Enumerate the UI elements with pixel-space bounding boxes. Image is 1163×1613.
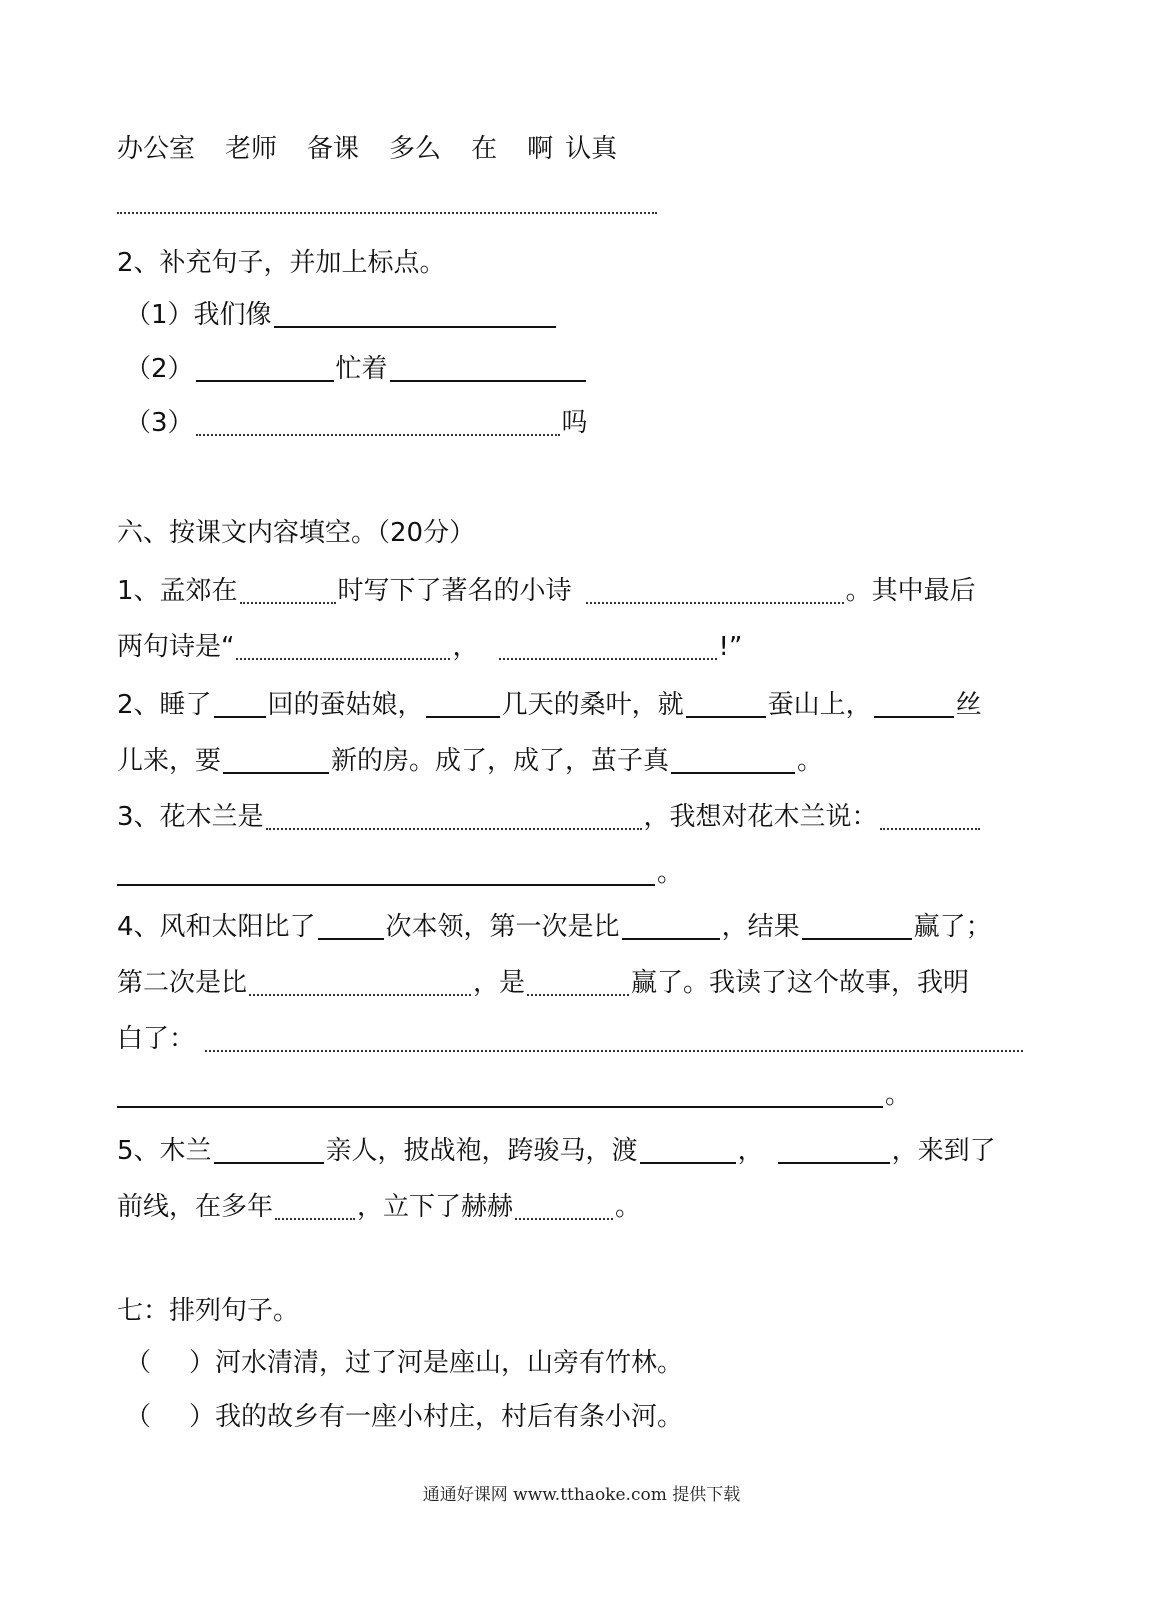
q2-title xyxy=(117,246,446,280)
s6-q4-line4 xyxy=(117,1078,911,1112)
section-6-title-text: 六、按课文内容填空。（20分） xyxy=(117,518,476,548)
q2-item-2 xyxy=(125,352,588,386)
blank[interactable] xyxy=(196,354,334,382)
word-7: 认真 xyxy=(565,134,618,164)
s6-q4-line3 xyxy=(117,1022,1025,1056)
word-3: 备课 xyxy=(307,134,360,164)
text: 白了： xyxy=(117,1024,196,1054)
blank[interactable] xyxy=(266,802,642,830)
answer-line[interactable] xyxy=(117,212,657,214)
section-7-title xyxy=(117,1294,299,1328)
q2-item-3-suffix: 吗 xyxy=(561,408,588,438)
text: 。其中最后 xyxy=(845,576,976,606)
text: 。 xyxy=(885,1080,912,1110)
text: 时写下了著名的小诗 xyxy=(337,576,572,606)
word-5: 在 xyxy=(471,134,498,164)
blank[interactable] xyxy=(499,632,717,660)
text: ）河水清清，过了河是座山，山旁有竹林。 xyxy=(189,1348,684,1378)
word-list xyxy=(117,132,617,166)
text: 几天的桑叶，就 xyxy=(501,690,684,720)
q2-item-2-prefix: （2） xyxy=(125,354,194,384)
text: 两句诗是“ xyxy=(117,632,235,662)
blank[interactable] xyxy=(214,690,266,718)
blank[interactable] xyxy=(778,1136,890,1164)
text: 。 xyxy=(657,858,684,888)
text: 1、孟郊在 xyxy=(117,576,238,606)
blank[interactable] xyxy=(640,1136,736,1164)
text: 次本领，第一次是比 xyxy=(385,912,620,942)
blank[interactable] xyxy=(622,912,720,940)
text: 。 xyxy=(615,1192,642,1222)
text: 亲人，披战袍，跨骏马，渡 xyxy=(325,1136,638,1166)
blank[interactable] xyxy=(214,1136,324,1164)
text: 3、花木兰是 xyxy=(117,802,264,832)
blank[interactable] xyxy=(802,912,912,940)
text: ，立下了赫赫 xyxy=(357,1192,514,1222)
blank[interactable] xyxy=(671,746,795,774)
blank[interactable] xyxy=(205,1024,1023,1052)
text: 新的房。成了，成了，茧子真 xyxy=(331,746,670,776)
text: !” xyxy=(718,632,743,662)
s7-item-1 xyxy=(125,1346,683,1380)
s6-q1-line1 xyxy=(117,574,976,608)
blank[interactable] xyxy=(874,690,954,718)
blank[interactable] xyxy=(515,1192,613,1220)
blank[interactable] xyxy=(249,968,471,996)
q2-item-3-prefix: （3） xyxy=(125,408,194,438)
s6-q2-line2 xyxy=(117,744,823,778)
blank[interactable] xyxy=(223,746,329,774)
word-4: 多么 xyxy=(389,134,442,164)
blank[interactable] xyxy=(117,858,655,886)
q2-item-3 xyxy=(125,406,588,440)
text: 回的蚕姑娘， xyxy=(267,690,424,720)
s6-q3-line2 xyxy=(117,856,683,890)
text: 第二次是比 xyxy=(117,968,248,998)
text: ）我的故乡有一座小村庄，村后有条小河。 xyxy=(189,1402,684,1432)
s7-item-2 xyxy=(125,1400,683,1434)
word-6: 啊 xyxy=(527,134,554,164)
text: 赢了； xyxy=(913,912,992,942)
s6-q5-line2 xyxy=(117,1190,641,1224)
footer: 通通好课网 www.tthaoke.com 提供下载 xyxy=(422,1485,741,1505)
word-1: 办公室 xyxy=(117,134,196,164)
order-blank[interactable] xyxy=(153,1350,187,1376)
text: 前线，在多年 xyxy=(117,1192,274,1222)
text: ，是 xyxy=(473,968,526,998)
text: 儿来，要 xyxy=(117,746,222,776)
blank[interactable] xyxy=(527,968,629,996)
blank[interactable] xyxy=(275,1192,355,1220)
blank[interactable] xyxy=(390,354,586,382)
text: 赢了。我读了这个故事，我明 xyxy=(631,968,970,998)
text: ， xyxy=(452,632,479,662)
section-6-title xyxy=(117,516,475,550)
text: （ xyxy=(125,1402,152,1432)
text: ，结果 xyxy=(721,912,800,942)
s6-q4-line1 xyxy=(117,910,992,944)
order-blank[interactable] xyxy=(153,1404,187,1430)
text: 5、木兰 xyxy=(117,1136,212,1166)
q2-item-1-text: （1）我们像 xyxy=(125,300,272,330)
s6-q1-line2 xyxy=(117,630,742,664)
text: ，来到了 xyxy=(891,1136,996,1166)
text: ，我想对花木兰说： xyxy=(643,802,878,832)
text: 4、风和太阳比了 xyxy=(117,912,316,942)
text: 丝 xyxy=(955,690,982,720)
s6-q4-line2 xyxy=(117,966,969,1000)
blank[interactable] xyxy=(318,912,384,940)
s6-q5-line1 xyxy=(117,1134,996,1168)
word-2: 老师 xyxy=(225,134,278,164)
q2-title-text: 2、补充句子，并加上标点。 xyxy=(117,248,446,278)
blank[interactable] xyxy=(240,576,336,604)
s6-q3-line1 xyxy=(117,800,982,834)
blank[interactable] xyxy=(196,408,560,436)
text: 。 xyxy=(797,746,824,776)
section-7-title-text: 七：排列句子。 xyxy=(117,1296,300,1326)
q2-item-1 xyxy=(125,298,558,332)
q2-item-2-mid: 忙着 xyxy=(335,354,388,384)
blank[interactable] xyxy=(117,1080,883,1108)
blank[interactable] xyxy=(426,690,500,718)
text: ， xyxy=(737,1136,764,1166)
blank[interactable] xyxy=(686,690,766,718)
text: 蚕山上， xyxy=(767,690,872,720)
blank[interactable] xyxy=(236,632,450,660)
blank[interactable] xyxy=(586,576,844,604)
blank[interactable] xyxy=(274,300,556,328)
blank[interactable] xyxy=(880,802,980,830)
text: （ xyxy=(125,1348,152,1378)
text: 2、睡了 xyxy=(117,690,212,720)
s6-q2-line1 xyxy=(117,688,982,722)
